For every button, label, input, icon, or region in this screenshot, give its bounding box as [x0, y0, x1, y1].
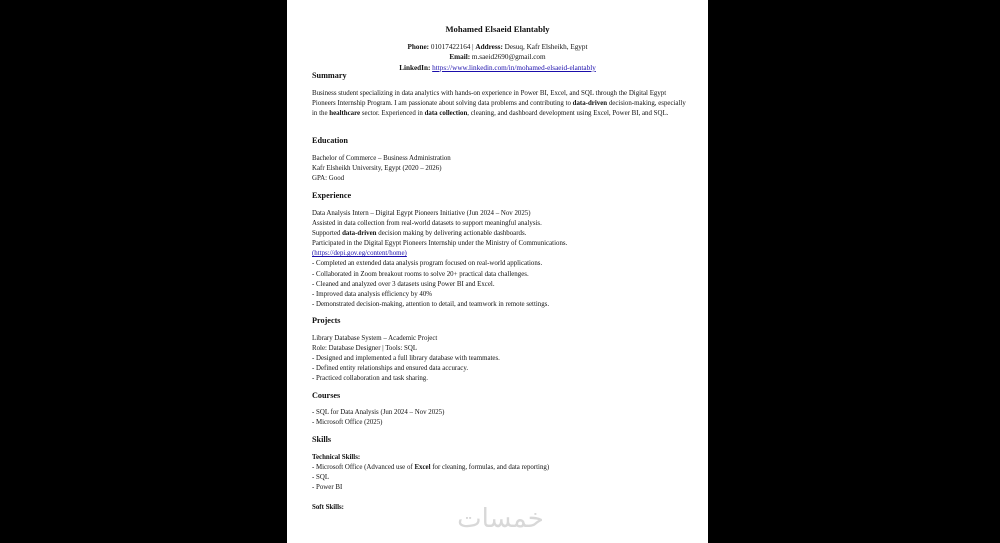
project-line: Library Database System – Academic Project: [312, 335, 438, 342]
experience-line: [312, 229, 687, 239]
courses-block: [312, 408, 687, 428]
education-line: Kafr Elsheikh University, Egypt (2020 – 2026): [312, 165, 442, 173]
summary-bold: data-driven: [572, 100, 608, 108]
summary-text: [312, 89, 687, 119]
courses-heading: Courses: [312, 391, 341, 400]
summary-part: , cleaning, and dashboard development using Excel, Power BI, and SQL.: [467, 110, 669, 118]
email-line: [287, 52, 708, 62]
experience-bold: data-driven: [342, 230, 377, 238]
experience-bullet: - Improved data analysis efficiency by 40%: [312, 290, 433, 298]
project-line: Role: Database Designer | Tools: SQL: [312, 345, 418, 353]
experience-bullet: - Completed an extended data analysis program focused on real-world applications.: [312, 260, 543, 268]
technical-skills-label: [312, 453, 687, 463]
summary-bold: data collection: [424, 110, 468, 118]
summary-heading: Summary: [312, 71, 347, 80]
summary-part: sector. Experienced in: [360, 110, 425, 118]
education-line: Bachelor of Commerce – Business Administration: [312, 155, 451, 162]
projects-block: [312, 334, 687, 384]
address-value: Desuq, Kafr Elsheikh, Egypt: [504, 43, 588, 51]
experience-line: Assisted in data collection from real-world datasets to support meaningful analysis.: [312, 220, 542, 228]
project-line: - Defined entity relationships and ensured data accuracy.: [312, 365, 469, 373]
linkedin-link[interactable]: https://www.linkedin.com/in/mohamed-elsaeid-elantably: [432, 63, 596, 72]
skill-part: - Microsoft Office (Advanced use of: [312, 464, 415, 472]
experience-line: Participated in the Digital Egypt Pioneers Internship under the Ministry of Communications.: [312, 240, 568, 248]
experience-line: Data Analysis Intern – Digital Egypt Pioneers Initiative (Jun 2024 – Nov 2025): [312, 210, 531, 217]
skill-line: [312, 463, 687, 473]
experience-link-line: [312, 249, 687, 259]
email-value: m.saeid2690@gmail.com: [471, 53, 546, 62]
summary-part: decision-making, especially in the: [312, 100, 686, 118]
course-line: - SQL for Data Analysis (Jun 2024 – Nov 2025): [312, 409, 445, 416]
experience-bullet: - Collaborated in Zoom breakout rooms to solve 20+ practical data challenges.: [312, 270, 529, 278]
experience-block: [312, 209, 687, 310]
project-line: - Practiced collaboration and task sharing.: [312, 375, 428, 383]
email-label: Email:: [449, 53, 471, 62]
summary-part: Business student specializing in data analytics with hands-on experience in Power BI, Excel, and SQL through the Digital Egypt Pioneers Internship Program. I am passionate about solving data problems and contributing to: [312, 90, 667, 108]
education-heading: Education: [312, 136, 348, 145]
education-block: [312, 154, 687, 184]
phone-label: Phone:: [407, 43, 430, 51]
technical-skills-title: Technical Skills:: [312, 454, 361, 461]
linkedin-label: LinkedIn:: [399, 63, 431, 72]
skill-line: - SQL: [312, 474, 330, 482]
phone-address-line: Phone: 01017422164 | Address: Desuq, Kafr Elsheikh, Egypt: [407, 43, 588, 51]
skills-heading: Skills: [312, 435, 332, 444]
experience-part: Supported: [312, 230, 343, 238]
depi-link[interactable]: (https://depi.gov.eg/content/home): [312, 250, 407, 258]
experience-heading: Experience: [312, 191, 352, 200]
course-line: - Microsoft Office (2025): [312, 419, 383, 427]
resume-page: [287, 0, 708, 543]
summary-bold: healthcare: [329, 110, 361, 118]
experience-bullet: - Demonstrated decision-making, attention to detail, and teamwork in remote settings.: [312, 300, 550, 308]
skills-block: [312, 453, 687, 493]
candidate-name: Mohamed Elsaeid Elantably: [445, 24, 550, 34]
skill-bold: Excel: [414, 464, 431, 472]
watermark-logo: خمسات: [457, 504, 544, 534]
skill-line: - Power BI: [312, 484, 343, 492]
education-line: GPA: Good: [312, 175, 345, 183]
projects-heading: Projects: [312, 316, 341, 325]
soft-skills-title: Soft Skills:: [312, 504, 344, 511]
experience-bullet: - Cleaned and analyzed over 3 datasets using Power BI and Excel.: [312, 280, 495, 288]
experience-part: decision making by delivering actionable dashboards.: [376, 230, 527, 238]
contact-block: [287, 42, 708, 73]
linkedin-line: [287, 63, 708, 73]
project-line: - Designed and implemented a full library database with teammates.: [312, 355, 500, 363]
address-label: Address:: [475, 43, 503, 51]
phone-value: 01017422164: [430, 43, 471, 51]
skill-part: for cleaning, formulas, and data reporting): [430, 464, 550, 472]
